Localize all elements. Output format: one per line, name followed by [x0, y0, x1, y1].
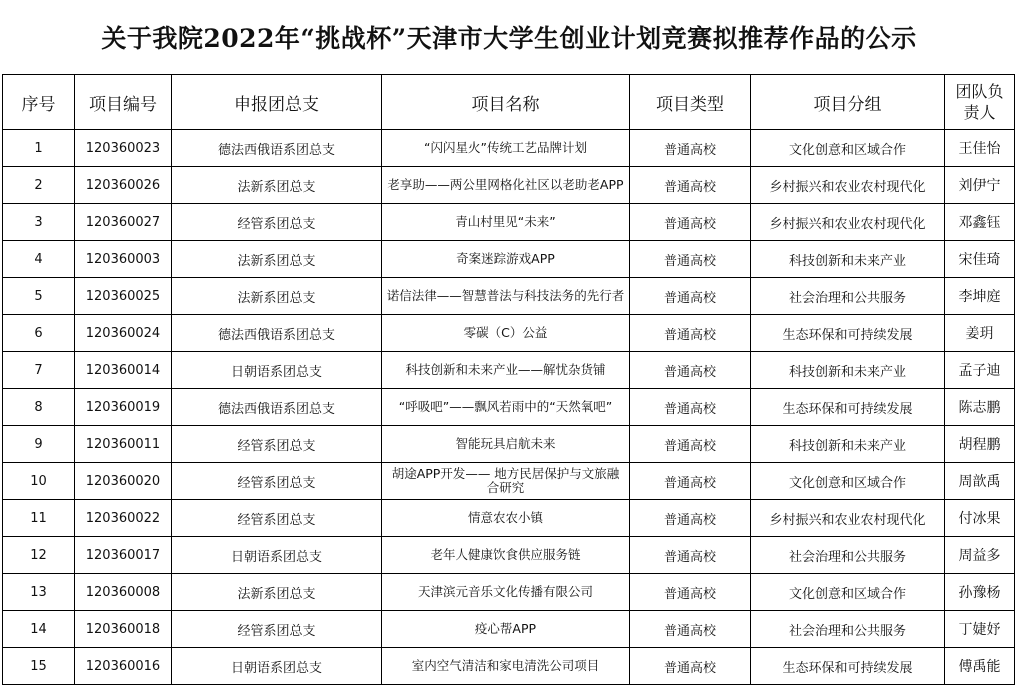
cell-group: 科技创新和未来产业 — [751, 352, 945, 389]
cell-leader: 胡程鹏 — [945, 426, 1015, 463]
cell-group: 生态环保和可持续发展 — [751, 389, 945, 426]
cell-code: 120360019 — [75, 389, 172, 426]
cell-type: 普通高校 — [630, 648, 751, 685]
cell-branch: 法新系团总支 — [172, 167, 382, 204]
header-group: 项目分组 — [751, 75, 945, 130]
cell-code: 120360024 — [75, 315, 172, 352]
cell-type: 普通高校 — [630, 278, 751, 315]
cell-project-name: 诺信法律——智慧普法与科技法务的先行者 — [382, 278, 630, 315]
cell-seq: 14 — [3, 611, 75, 648]
cell-branch: 经管系团总支 — [172, 611, 382, 648]
header-name: 项目名称 — [382, 75, 630, 130]
cell-project-name: 老享助——两公里网格化社区以老助老APP — [382, 167, 630, 204]
cell-code: 120360003 — [75, 241, 172, 278]
cell-group: 生态环保和可持续发展 — [751, 648, 945, 685]
cell-seq: 5 — [3, 278, 75, 315]
cell-group: 文化创意和区域合作 — [751, 463, 945, 500]
table-row — [3, 241, 1015, 278]
header-row — [3, 75, 1015, 130]
table-row — [3, 167, 1015, 204]
page-title: 关于我院2022年“挑战杯”天津市大学生创业计划竞赛拟推荐作品的公示 — [101, 24, 917, 53]
header-code: 项目编号 — [75, 75, 172, 130]
table-row — [3, 648, 1015, 685]
cell-leader: 付冰果 — [945, 500, 1015, 537]
cell-branch: 法新系团总支 — [172, 574, 382, 611]
cell-type: 普通高校 — [630, 389, 751, 426]
cell-branch: 经管系团总支 — [172, 463, 382, 500]
header-type: 项目类型 — [630, 75, 751, 130]
cell-code: 120360023 — [75, 130, 172, 167]
cell-group: 文化创意和区域合作 — [751, 574, 945, 611]
cell-branch: 德法西俄语系团总支 — [172, 315, 382, 352]
table-row — [3, 389, 1015, 426]
table-row — [3, 537, 1015, 574]
cell-leader: 孙豫杨 — [945, 574, 1015, 611]
cell-project-name: 室内空气清洁和家电清洗公司项目 — [382, 648, 630, 685]
cell-type: 普通高校 — [630, 574, 751, 611]
cell-seq: 9 — [3, 426, 75, 463]
table-row — [3, 204, 1015, 241]
cell-branch: 经管系团总支 — [172, 426, 382, 463]
cell-group: 科技创新和未来产业 — [751, 241, 945, 278]
cell-seq: 10 — [3, 463, 75, 500]
cell-type: 普通高校 — [630, 130, 751, 167]
cell-seq: 8 — [3, 389, 75, 426]
cell-project-name: 奇案迷踪游戏APP — [382, 241, 630, 278]
cell-seq: 2 — [3, 167, 75, 204]
cell-type: 普通高校 — [630, 611, 751, 648]
cell-group: 文化创意和区域合作 — [751, 130, 945, 167]
cell-project-name: 老年人健康饮食供应服务链 — [382, 537, 630, 574]
cell-type: 普通高校 — [630, 537, 751, 574]
cell-project-name: 科技创新和未来产业——解忧杂货铺 — [382, 352, 630, 389]
cell-code: 120360008 — [75, 574, 172, 611]
table-row — [3, 130, 1015, 167]
table-row — [3, 574, 1015, 611]
cell-group: 生态环保和可持续发展 — [751, 315, 945, 352]
cell-branch: 法新系团总支 — [172, 241, 382, 278]
cell-leader: 宋佳琦 — [945, 241, 1015, 278]
cell-leader: 姜玥 — [945, 315, 1015, 352]
cell-leader: 傅禹能 — [945, 648, 1015, 685]
cell-code: 120360022 — [75, 500, 172, 537]
header-leader: 团队负责人 — [945, 75, 1015, 130]
cell-branch: 法新系团总支 — [172, 278, 382, 315]
cell-project-name: “呼吸吧”——飘风若雨中的“天然氧吧” — [382, 389, 630, 426]
cell-code: 120360026 — [75, 167, 172, 204]
cell-leader: 周益多 — [945, 537, 1015, 574]
cell-seq: 13 — [3, 574, 75, 611]
cell-type: 普通高校 — [630, 315, 751, 352]
cell-branch: 日朝语系团总支 — [172, 352, 382, 389]
cell-type: 普通高校 — [630, 241, 751, 278]
cell-type: 普通高校 — [630, 500, 751, 537]
cell-leader: 孟子迪 — [945, 352, 1015, 389]
cell-seq: 1 — [3, 130, 75, 167]
cell-project-name: 胡途APP开发—— 地方民居保护与文旅融合研究 — [382, 463, 630, 500]
cell-code: 120360018 — [75, 611, 172, 648]
cell-group: 社会治理和公共服务 — [751, 278, 945, 315]
header-seq: 序号 — [3, 75, 75, 130]
cell-branch: 德法西俄语系团总支 — [172, 389, 382, 426]
cell-code: 120360011 — [75, 426, 172, 463]
cell-seq: 11 — [3, 500, 75, 537]
cell-project-name: 疫心帮APP — [382, 611, 630, 648]
table-row — [3, 315, 1015, 352]
cell-group: 社会治理和公共服务 — [751, 611, 945, 648]
table-row — [3, 500, 1015, 537]
cell-group: 科技创新和未来产业 — [751, 426, 945, 463]
cell-seq: 12 — [3, 537, 75, 574]
cell-branch: 经管系团总支 — [172, 204, 382, 241]
cell-code: 120360014 — [75, 352, 172, 389]
cell-project-name: 天津滨元音乐文化传播有限公司 — [382, 574, 630, 611]
cell-branch: 经管系团总支 — [172, 500, 382, 537]
cell-project-name: 情意农农小镇 — [382, 500, 630, 537]
cell-leader: 陈志鹏 — [945, 389, 1015, 426]
cell-project-name: “闪闪星火”传统工艺品牌计划 — [382, 130, 630, 167]
cell-seq: 7 — [3, 352, 75, 389]
cell-leader: 李坤庭 — [945, 278, 1015, 315]
cell-code: 120360027 — [75, 204, 172, 241]
cell-leader: 丁婕妤 — [945, 611, 1015, 648]
cell-type: 普通高校 — [630, 463, 751, 500]
table-row — [3, 426, 1015, 463]
cell-project-name: 智能玩具启航未来 — [382, 426, 630, 463]
cell-code: 120360020 — [75, 463, 172, 500]
cell-seq: 15 — [3, 648, 75, 685]
table-row — [3, 278, 1015, 315]
table-row — [3, 463, 1015, 500]
cell-branch: 德法西俄语系团总支 — [172, 130, 382, 167]
recommendation-table — [2, 74, 1015, 685]
cell-seq: 3 — [3, 204, 75, 241]
cell-leader: 周歆禹 — [945, 463, 1015, 500]
cell-type: 普通高校 — [630, 426, 751, 463]
cell-project-name: 零碳（C）公益 — [382, 315, 630, 352]
cell-branch: 日朝语系团总支 — [172, 648, 382, 685]
table-body — [3, 130, 1015, 685]
table-row — [3, 352, 1015, 389]
cell-group: 乡村振兴和农业农村现代化 — [751, 500, 945, 537]
cell-type: 普通高校 — [630, 352, 751, 389]
cell-type: 普通高校 — [630, 204, 751, 241]
cell-leader: 刘伊宁 — [945, 167, 1015, 204]
cell-type: 普通高校 — [630, 167, 751, 204]
cell-group: 乡村振兴和农业农村现代化 — [751, 167, 945, 204]
cell-leader: 王佳怡 — [945, 130, 1015, 167]
cell-code: 120360025 — [75, 278, 172, 315]
table-row — [3, 611, 1015, 648]
cell-branch: 日朝语系团总支 — [172, 537, 382, 574]
cell-seq: 4 — [3, 241, 75, 278]
cell-group: 社会治理和公共服务 — [751, 537, 945, 574]
cell-seq: 6 — [3, 315, 75, 352]
cell-code: 120360016 — [75, 648, 172, 685]
cell-group: 乡村振兴和农业农村现代化 — [751, 204, 945, 241]
cell-leader: 邓鑫钰 — [945, 204, 1015, 241]
header-branch: 申报团总支 — [172, 75, 382, 130]
cell-code: 120360017 — [75, 537, 172, 574]
cell-project-name: 青山村里见“未来” — [382, 204, 630, 241]
